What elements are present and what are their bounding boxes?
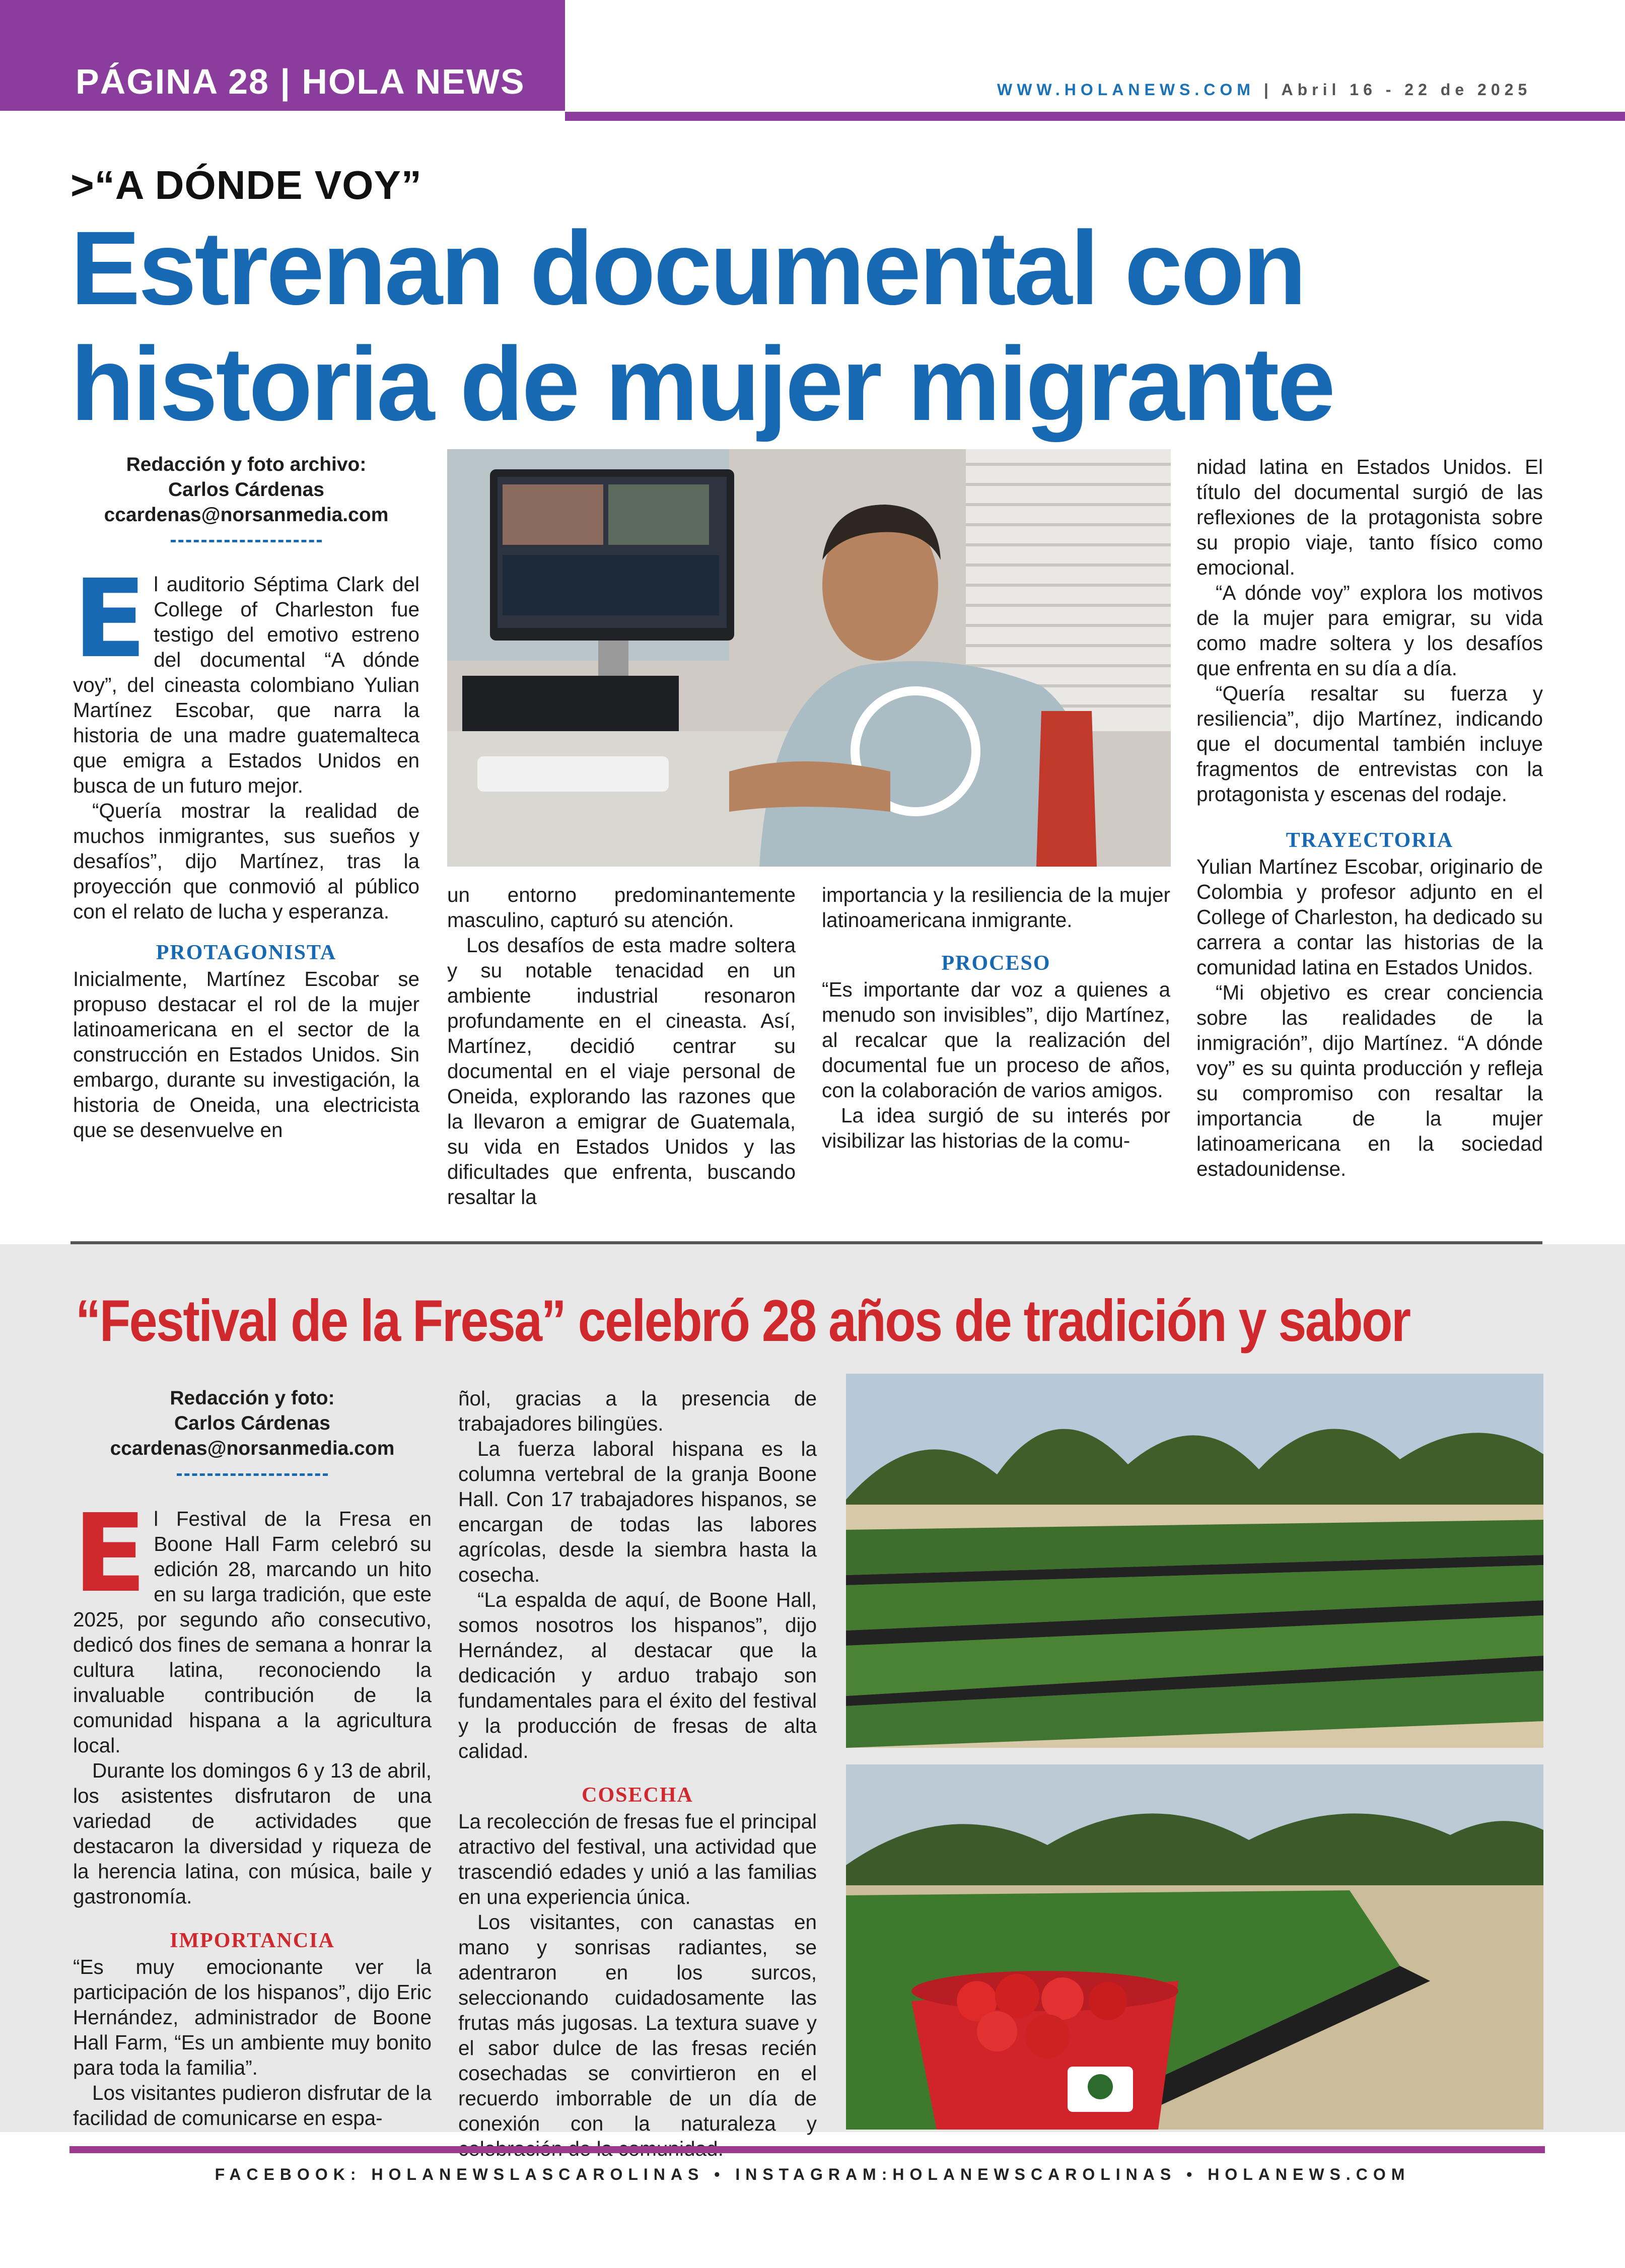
paragraph: La idea surgió de su interés por visibilizar las historias de la comu- [822, 1104, 1170, 1152]
article1-column-4 [1196, 454, 1543, 1181]
filmmaker-photo-illustration [447, 449, 1171, 867]
byline-author: Carlos Cárdenas [168, 479, 324, 501]
byline [73, 1386, 432, 1461]
paragraph: “Quería mostrar la realidad de muchos inmigrantes, sus sueños y desafíos”, dijo Martínez, tras la proyección que conmovió al público con el relato de lucha y esperanza. [73, 799, 419, 923]
footer-social-links[interactable]: FACEBOOK: HOLANEWSLASCAROLINAS • INSTAGRAM:HOLANEWSCAROLINAS • HOLANEWS.COM [215, 2165, 1410, 2183]
paragraph: “Es muy emocionante ver la participación de los hispanos”, dijo Eric Hernández, administrador de Boone Hall Farm, “Es un ambiente muy bonito para toda la familia”. [73, 1955, 432, 2079]
subhead-trayectoria: TRAYECTORIA [1286, 829, 1454, 852]
paragraph: nidad latina en Estados Unidos. El título del documental surgió de las reflexiones de la protagonista sobre su propio viaje, tanto físico como emocional. [1196, 455, 1543, 579]
paragraph: importancia y la resiliencia de la mujer latinoamericana inmigrante. [822, 883, 1170, 932]
strawberry-field-illustration [846, 1374, 1543, 1748]
paragraph: La recolección de fresas fue el principal atractivo del festival, una actividad que trascendió edades y unió a las familias en una experiencia única. [458, 1810, 817, 1908]
paragraph: “Mi objetivo es crear conciencia sobre las realidades de la inmigración”, dijo Martínez. “A dónde voy” es su quinta producción y refleja su compromiso con resaltar la importancia de la mujer latinoamericana en la sociedad estadounidense. [1196, 981, 1543, 1180]
paragraph: Los visitantes, con canastas en mano y sonrisas radiantes, se adentraron en los surcos, seleccionando cuidadosamente las frutas más jugosas. La textura suave y el sabor dulce de las fresas recién cosechadas se convirtieron en el recuerdo imborrable de un día de conexión con la naturaleza y [458, 1910, 817, 2135]
article-headline: Estrenan documental con historia de mujer migrante [70, 210, 1334, 443]
subhead-proceso: PROCESO [941, 952, 1051, 975]
article-kicker: >“A DÓNDE VOY” [70, 163, 422, 207]
subhead-importancia: IMPORTANCIA [170, 1929, 335, 1952]
byline-separator [177, 1473, 328, 1476]
strawberry-basket-illustration [846, 1764, 1543, 2130]
photo-strawberry-field [846, 1374, 1543, 1748]
byline-separator [171, 540, 322, 542]
header-rule [565, 112, 1625, 121]
paragraph: l Festival de la Fresa en Boone Hall Farm celebró su edición 28, marcando un hito en su larga tradición, que este 2025, por segundo año consecutivo, dedicó dos fines de semana a honrar la cultura latina, reconociendo la invaluable contribución de la comunidad hispana a la agricultura local. [73, 1507, 432, 1757]
paragraph: un entorno predominantemente masculino, capturó su atención. [447, 883, 796, 932]
page-label: PÁGINA 28 | HOLA NEWS [76, 62, 525, 101]
paragraph: “A dónde voy” explora los motivos de la mujer para emigrar, su vida como madre soltera y los desafíos que enfrenta en su día a día. [1196, 581, 1543, 680]
byline-author: Carlos Cárdenas [174, 1412, 330, 1434]
article1-column-1 [73, 452, 419, 1143]
paragraph: Inicialmente, Martínez Escobar se propuso destacar el rol de la mujer latinoamericana en el sector de la construcción en Estados Unidos. Sin embargo, durante su investigación, la historia de Oneida, una electricista que se desenvuelve en [73, 967, 419, 1142]
byline-line: Redacción y foto: [170, 1387, 335, 1409]
article1-column-3 [822, 882, 1170, 1153]
paragraph: La fuerza laboral hispana es la columna vertebral de la granja Boone Hall. Con 17 trabajadores hispanos, se encargan de todas las labores agrícolas, desde la siembra hasta la cosecha. [458, 1437, 817, 1586]
paragraph: Los desafíos de esta madre soltera y su notable tenacidad en un ambiente industrial resonaron profundamente en el cineasta. Así, Martínez, decidió centrar su documental en el viaje personal de Oneida, explorando las razones que la llevaron a emigrar de Guatemala, su vida en Estados Unidos y las dificultades que enfrenta, buscando resaltar la [447, 934, 796, 1209]
subhead-cosecha: COSECHA [582, 1784, 693, 1807]
photo-filmmaker [447, 449, 1171, 867]
paragraph: l auditorio Séptima Clark del College of Charleston fue testigo del emotivo estreno del documental “A dónde voy”, del cineasta colombiano Yulian Martínez Escobar, que narra la historia de una madre guatemalteca que emigra a Estados Unidos en busca de un futuro mejor. [73, 573, 419, 797]
paragraph: “La espalda de aquí, de Boone Hall, somos nosotros los hispanos”, dijo Hernández, al destacar que la dedicación y arduo trabajo son fundamentales para el éxito del festival y la producción de fresas de alta calidad. [458, 1588, 817, 1762]
article2-column-2 [458, 1386, 817, 2161]
byline-line: Redacción y foto archivo: [126, 454, 367, 475]
site-link[interactable]: WWW.HOLANEWS.COM [997, 81, 1255, 99]
paragraph: Los visitantes pudieron disfrutar de la facilidad de comunicarse en espa- [73, 2081, 432, 2130]
paragraph: Yulian Martínez Escobar, originario de Colombia y profesor adjunto en el College of Charleston, ha dedicado su carrera a contar las historias de la comunidad latina en Estados Unidos. [1196, 855, 1543, 979]
subhead-protagonista: PROTAGONISTA [156, 941, 337, 964]
byline-email[interactable]: ccardenas@norsanmedia.com [104, 504, 389, 526]
article2-column-1 [73, 1386, 432, 2131]
article1-column-2 [447, 882, 796, 1210]
drop-cap: E [73, 556, 147, 682]
issue-date: | Abril 16 - 22 de 2025 [1254, 81, 1532, 99]
header-site-date [997, 81, 1531, 99]
drop-cap: E [73, 1491, 147, 1616]
footer-rule [69, 2146, 1545, 2153]
photo-strawberry-basket [846, 1764, 1543, 2130]
article2-headline: “Festival de la Fresa” celebró 28 años de tradición y sabor [76, 1288, 1410, 1354]
paragraph: “Es importante dar voz a quienes a menudo son invisibles”, dijo Martínez, al recalcar que la realización del documental fue un proceso de años, con la colaboración de varios amigos. [822, 978, 1170, 1102]
byline-email[interactable]: ccardenas@norsanmedia.com [110, 1438, 395, 1459]
paragraph: Durante los domingos 6 y 13 de abril, los asistentes disfrutaron de una variedad de actividades que destacaron la diversidad y riqueza de la herencia latina, con música, baile y gastronomía. [73, 1759, 432, 1908]
byline [73, 452, 419, 528]
paragraph: ñol, gracias a la presencia de trabajadores bilingües. [458, 1387, 817, 1435]
paragraph: “Quería resaltar su fuerza y resiliencia”, dijo Martínez, indicando que el documental también incluye fragmentos de entrevistas con la protagonista y escenas del rodaje. [1196, 682, 1543, 806]
